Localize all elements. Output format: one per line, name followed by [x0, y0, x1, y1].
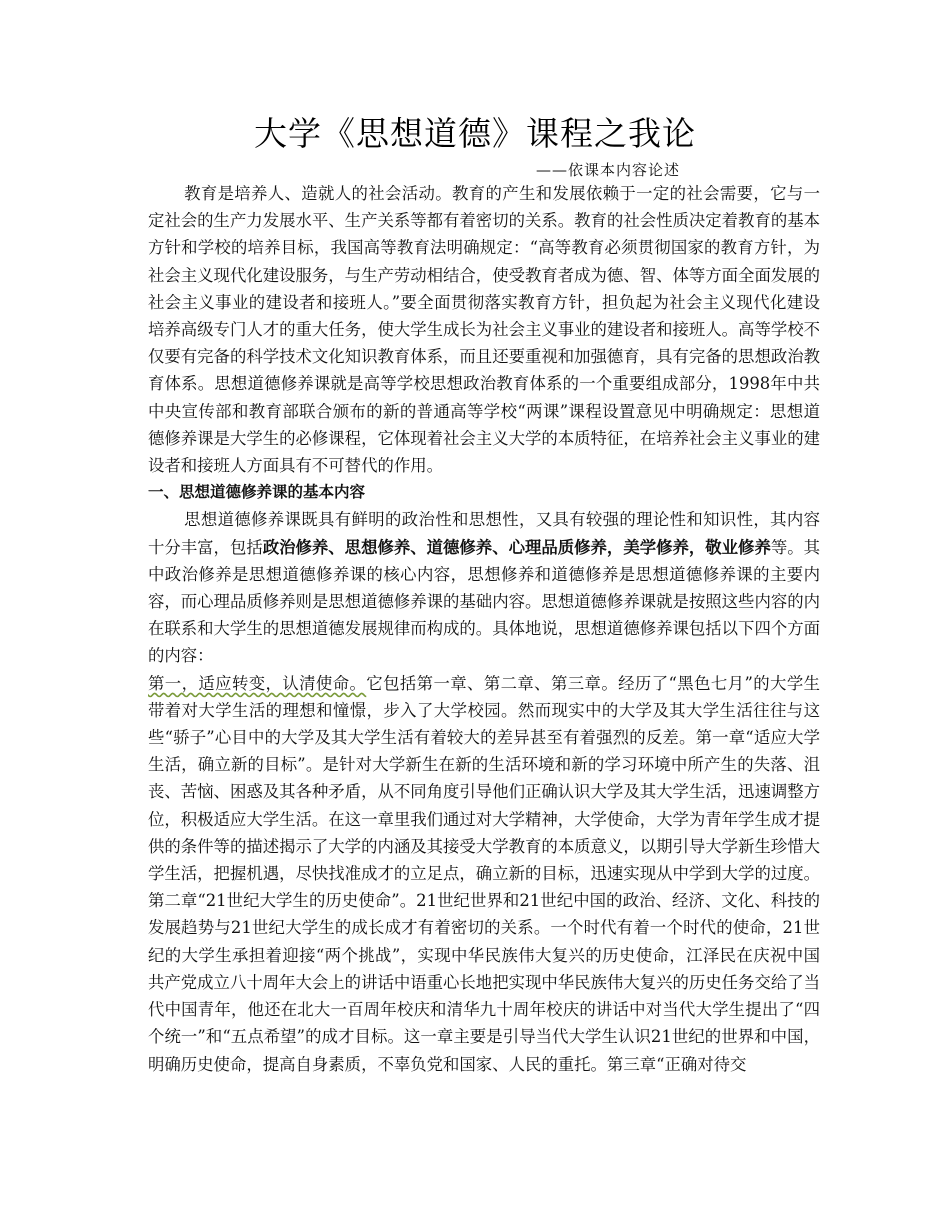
document-body [148, 180, 820, 1078]
paragraph-text: 思想道德修养课既具有鲜明的政治性和思想性，又具有较强的理论性和知识性，其内容十分丰富，包括 [148, 510, 820, 557]
section-heading: 一、思想道德修养课的基本内容 [148, 483, 366, 502]
section1-paragraph-1 [148, 506, 820, 669]
grammar-underlined-text: 第一，适应转变，认清使命。 [148, 673, 367, 693]
emphasized-text: 政治修养、思想修养、道德修养、心理品质修养，美学修养，敬业修养 [262, 537, 771, 557]
paragraph-text: 它包括第一章、第二章、第三章。经历了“黑色七月”的大学生带着对大学生活的理想和憧憬，步入了大学校园。然而现实中的大学及其大学生活往往与这些“骄子”心目中的大学及其大学生活有着较大的差异甚至有着强烈的反差。第一章“适应大学生活，确立新的目标”。是针对大学新生在新的生活环境和新的学习环境中所产生的失落、沮丧、苦恼、困惑及其各种矛盾，从不同角度引导他们正确认识大学及其大学生活，迅速调整方位，积极适应大学生活。在这一章里我们通过对大学精神，大学使命，大学为青年学生成才提供的条件等的描述揭示了大学的内涵及其接受大学教育的本质意义，以期引导大学新生珍惜大学生活，把握机遇，尽快找准成才的立足点，确立新的目标，迅速实现从中学到大学的过度。第二章“21世纪大学生的历史使命”。21世纪世界和21世纪中国的政治、经济、文化、科技的发展趋势与21世纪大学生的成长成才有着密切的关系。一个时代有着一个时代的使命，21世纪的大学生承担着迎接“两个挑战”，实现中华民族伟大复兴的历史使命，江泽民在庆祝中国共产党成立八十周年大会上的讲话中语重心长地把实现中华民族伟大复兴的历史任务交给了当代中国青年，他还在北大一百周年校庆和清华九十周年校庆的讲话中对当代大学生提出了“四个统一”和“五点希望”的成才目标。这一章主要是引导当代大学生认识21世纪的世界和中国，明确历史使命，提高自身素质，不辜负党和国家、人民的重托。第三章“正确对待交 [148, 673, 821, 1074]
section1-paragraph-2 [148, 670, 820, 1078]
paragraph-text: 等。其中政治修养是思想道德修养课的核心内容，思想修养和道德修养是思想道德修养课的主要内容，而心理品质修养则是思想道德修养课的基础内容。思想道德修养课就是按照这些内容的内在联系和大学生的思想道德发展规律而构成的。具体地说，思想道德修养课包括以下四个方面的内容： [148, 537, 821, 666]
intro-paragraph: 教育是培养人、造就人的社会活动。教育的产生和发展依赖于一定的社会需要，它与一定社会的生产力发展水平、生产关系等都有着密切的关系。教育的社会性质决定着教育的基本方针和学校的培养目标，我国高等教育法明确规定：“高等教育必须贯彻国家的教育方针，为社会主义现代化建设服务，与生产劳动相结合，使受教育者成为德、智、体等方面全面发展的社会主义事业的建设者和接班人。”要全面贯彻落实教育方针，担负起为社会主义现代化建设培养高级专门人才的重大任务，使大学生成长为社会主义事业的建设者和接班人。高等学校不仅要有完备的科学技术文化知识教育体系，而且还要重视和加强德育，具有完备的思想政治教育体系。思想道德修养课就是高等学校思想政治教育体系的一个重要组成部分，1998年中共中央宣传部和教育部联合颁布的新的普通高等学校“两课”课程设置意见中明确规定：思想道德修养课是大学生的必修课程，它体现着社会主义大学的本质特征，在培养社会主义事业的建设者和接班人方面具有不可替代的作用。 [148, 184, 821, 476]
document-title: 大学《思想道德》课程之我论 [254, 114, 696, 153]
document-subtitle: ——依课本内容论述 [536, 161, 681, 179]
